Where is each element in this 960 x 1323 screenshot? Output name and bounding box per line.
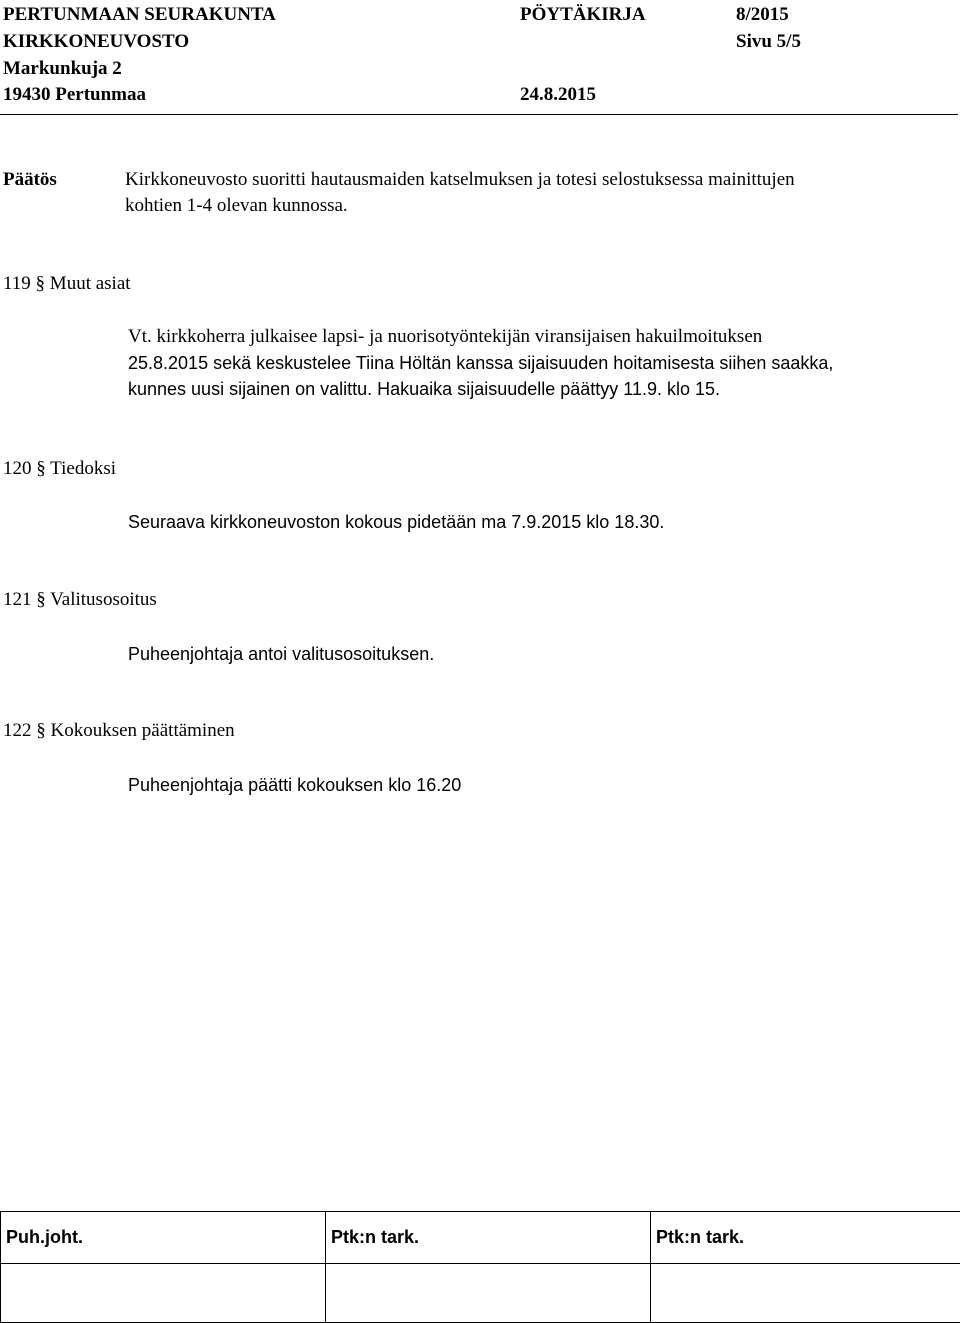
decision-label: Päätös [3, 169, 57, 191]
chair-signature-field [1, 1264, 326, 1323]
governing-body: KIRKKONEUVOSTO [3, 31, 189, 53]
minutes-checker-2-field [651, 1264, 960, 1323]
section-121-line-1: Puheenjohtaja antoi valitusosoituksen. [128, 641, 434, 667]
decision-text-line-1: Kirkkoneuvosto suoritti hautausmaiden katselmuksen ja totesi selostuksessa mainittujen [125, 167, 795, 193]
page-number: Sivu 5/5 [736, 31, 801, 53]
signature-header-row [1, 1212, 960, 1264]
section-120-line-1: Seuraava kirkkoneuvoston kokous pidetään ma 7.9.2015 klo 18.30. [128, 509, 664, 535]
section-number: 122 [3, 720, 32, 741]
section-title: Valitusosoitus [50, 589, 157, 610]
section-119-line-2: 25.8.2015 sekä keskustelee Tiina Höltän kanssa sijaisuuden hoitamisesta siihen saakka, [128, 350, 833, 376]
section-119-line-3: kunnes uusi sijainen on valittu. Hakuaika sijaisuudelle päättyy 11.9. klo 15. [128, 376, 720, 402]
section-title: Muut asiat [50, 273, 131, 294]
meeting-date: 24.8.2015 [520, 84, 596, 106]
decision-text-line-2: kohtien 1-4 olevan kunnossa. [125, 193, 348, 219]
document-number: 8/2015 [736, 4, 789, 26]
section-number: 119 [3, 273, 31, 294]
section-number: 120 [3, 458, 32, 479]
organization-name: PERTUNMAAN SEURAKUNTA [3, 4, 276, 26]
section-symbol: § [36, 273, 46, 294]
section-119-line-1: Vt. kirkkoherra julkaisee lapsi- ja nuorisotyöntekijän viransijaisen hakuilmoituksen [128, 324, 762, 350]
section-number: 121 [3, 589, 32, 610]
minutes-checker-1-label: Ptk:n tark. [326, 1212, 651, 1264]
section-heading-122 [3, 720, 235, 742]
document-type: PÖYTÄKIRJA [520, 4, 646, 26]
section-symbol: § [36, 589, 46, 610]
section-symbol: § [36, 458, 46, 479]
minutes-checker-2-label: Ptk:n tark. [651, 1212, 960, 1264]
header-divider [0, 114, 958, 115]
minutes-checker-1-field [326, 1264, 651, 1323]
section-symbol: § [36, 720, 46, 741]
signature-value-row [1, 1264, 960, 1323]
postal-address: 19430 Pertunmaa [3, 84, 146, 106]
chair-signature-label: Puh.joht. [1, 1212, 326, 1264]
section-heading-120 [3, 458, 116, 480]
section-heading-119 [3, 273, 131, 295]
section-122-line-1: Puheenjohtaja päätti kokouksen klo 16.20 [128, 772, 461, 798]
signature-table [0, 1211, 960, 1323]
street-address: Markunkuja 2 [3, 58, 122, 80]
section-title: Tiedoksi [50, 458, 116, 479]
section-title: Kokouksen päättäminen [51, 720, 235, 741]
section-heading-121 [3, 589, 157, 611]
